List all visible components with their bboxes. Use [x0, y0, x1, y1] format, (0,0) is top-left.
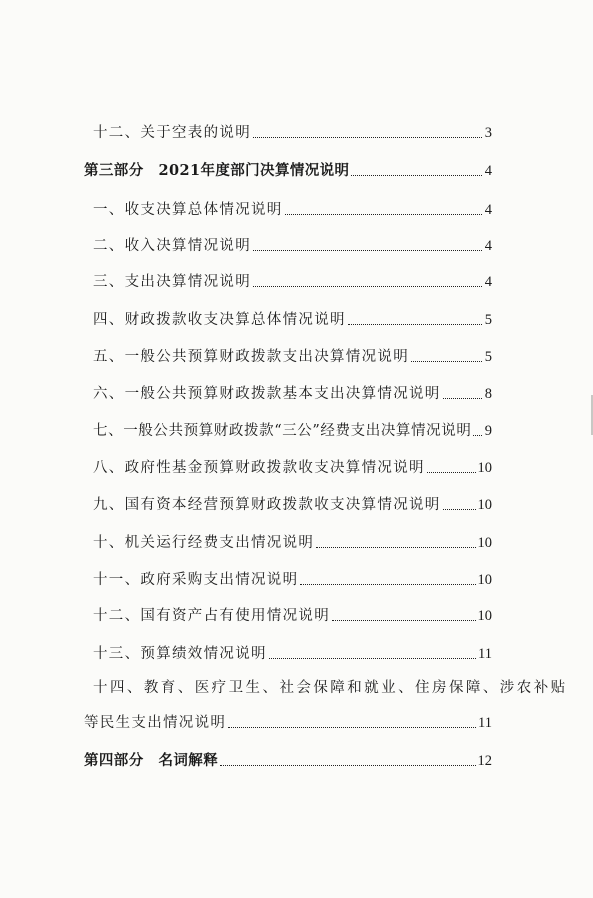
toc-page-number: 4 [484, 238, 492, 254]
toc-entry-label: 一、收支决算总体情况说明 [93, 202, 283, 218]
toc-entry[interactable] [93, 490, 492, 514]
toc-page-number: 11 [478, 715, 492, 731]
toc-entry-label: 四、财政拨款收支决算总体情况说明 [93, 312, 346, 328]
dot-leader [220, 765, 475, 766]
toc-entry-wrapped-line1[interactable]: 十四、教育、医疗卫生、社会保障和就业、住房保障、涉农补贴 [93, 680, 568, 696]
toc-entry[interactable] [93, 305, 492, 329]
toc-entry-label: 十三、预算绩效情况说明 [93, 646, 267, 662]
toc-part-heading[interactable] [84, 156, 492, 180]
dot-leader [427, 472, 476, 473]
dot-leader [253, 250, 482, 251]
dot-leader [332, 620, 476, 621]
toc-entry[interactable] [93, 416, 492, 440]
dot-leader [473, 435, 482, 436]
toc-entry-label: 第三部分 2021年度部门决算情况说明 [84, 162, 350, 179]
toc-page-number: 10 [477, 572, 492, 588]
toc-page-number: 9 [484, 423, 492, 439]
dot-leader [443, 398, 482, 399]
toc-entry-wrapped-line2[interactable] [84, 708, 492, 732]
toc-page-number: 11 [478, 646, 492, 662]
toc-entry[interactable] [93, 379, 492, 403]
toc-entry-label: 五、一般公共预算财政拨款支出决算情况说明 [93, 349, 409, 365]
toc-entry-label: 二、收入决算情况说明 [93, 238, 251, 254]
toc-page-number: 3 [484, 125, 492, 141]
toc-entry-label: 十二、关于空表的说明 [93, 125, 251, 141]
toc-page-number: 8 [484, 386, 492, 402]
dot-leader [300, 584, 475, 585]
toc-entry[interactable] [93, 231, 492, 255]
dot-leader [316, 547, 475, 548]
toc-part-heading[interactable] [84, 746, 492, 770]
dot-leader [348, 324, 482, 325]
toc-entry[interactable] [93, 639, 492, 663]
toc-entry[interactable] [93, 565, 492, 589]
toc-page-number: 10 [477, 535, 492, 551]
toc-entry[interactable] [93, 528, 492, 552]
toc-entry[interactable] [93, 267, 492, 291]
dot-leader [269, 658, 476, 659]
toc-entry[interactable] [93, 195, 492, 219]
toc-entry[interactable] [93, 601, 492, 625]
dot-leader [443, 509, 476, 510]
toc-entry-label: 八、政府性基金预算财政拨款收支决算情况说明 [93, 460, 425, 476]
toc-entry-label: 七、一般公共预算财政拨款“三公”经费支出决算情况说明 [93, 423, 472, 439]
toc-entry[interactable] [93, 453, 492, 477]
toc-page-number: 12 [477, 753, 492, 769]
toc-entry-label: 九、国有资本经营预算财政拨款收支决算情况说明 [93, 497, 441, 513]
toc-page-number: 5 [484, 349, 492, 365]
toc-page-number: 4 [484, 163, 492, 179]
toc-page-number: 4 [484, 274, 492, 290]
toc-page-number: 5 [484, 312, 492, 328]
toc-page-number: 10 [477, 460, 492, 476]
toc-entry[interactable] [93, 342, 492, 366]
toc-entry-label: 三、支出决算情况说明 [93, 274, 251, 290]
dot-leader [253, 137, 482, 138]
dot-leader [351, 175, 482, 176]
dot-leader [285, 214, 482, 215]
toc-page-number: 10 [477, 497, 492, 513]
toc-entry[interactable] [93, 118, 492, 142]
toc-entry-label: 等民生支出情况说明 [84, 715, 227, 731]
toc-entry-label: 十二、国有资产占有使用情况说明 [93, 608, 330, 624]
toc-page-number: 4 [484, 202, 492, 218]
toc-entry-label: 十、机关运行经费支出情况说明 [93, 535, 315, 551]
dot-leader [411, 361, 482, 362]
dot-leader [228, 727, 476, 728]
toc-entry-label: 第四部分 名词解释 [84, 752, 219, 769]
toc-page-number: 10 [477, 608, 492, 624]
toc-entry-label: 十一、政府采购支出情况说明 [93, 572, 299, 588]
dot-leader [253, 286, 482, 287]
toc-entry-label: 六、一般公共预算财政拨款基本支出决算情况说明 [93, 386, 441, 402]
